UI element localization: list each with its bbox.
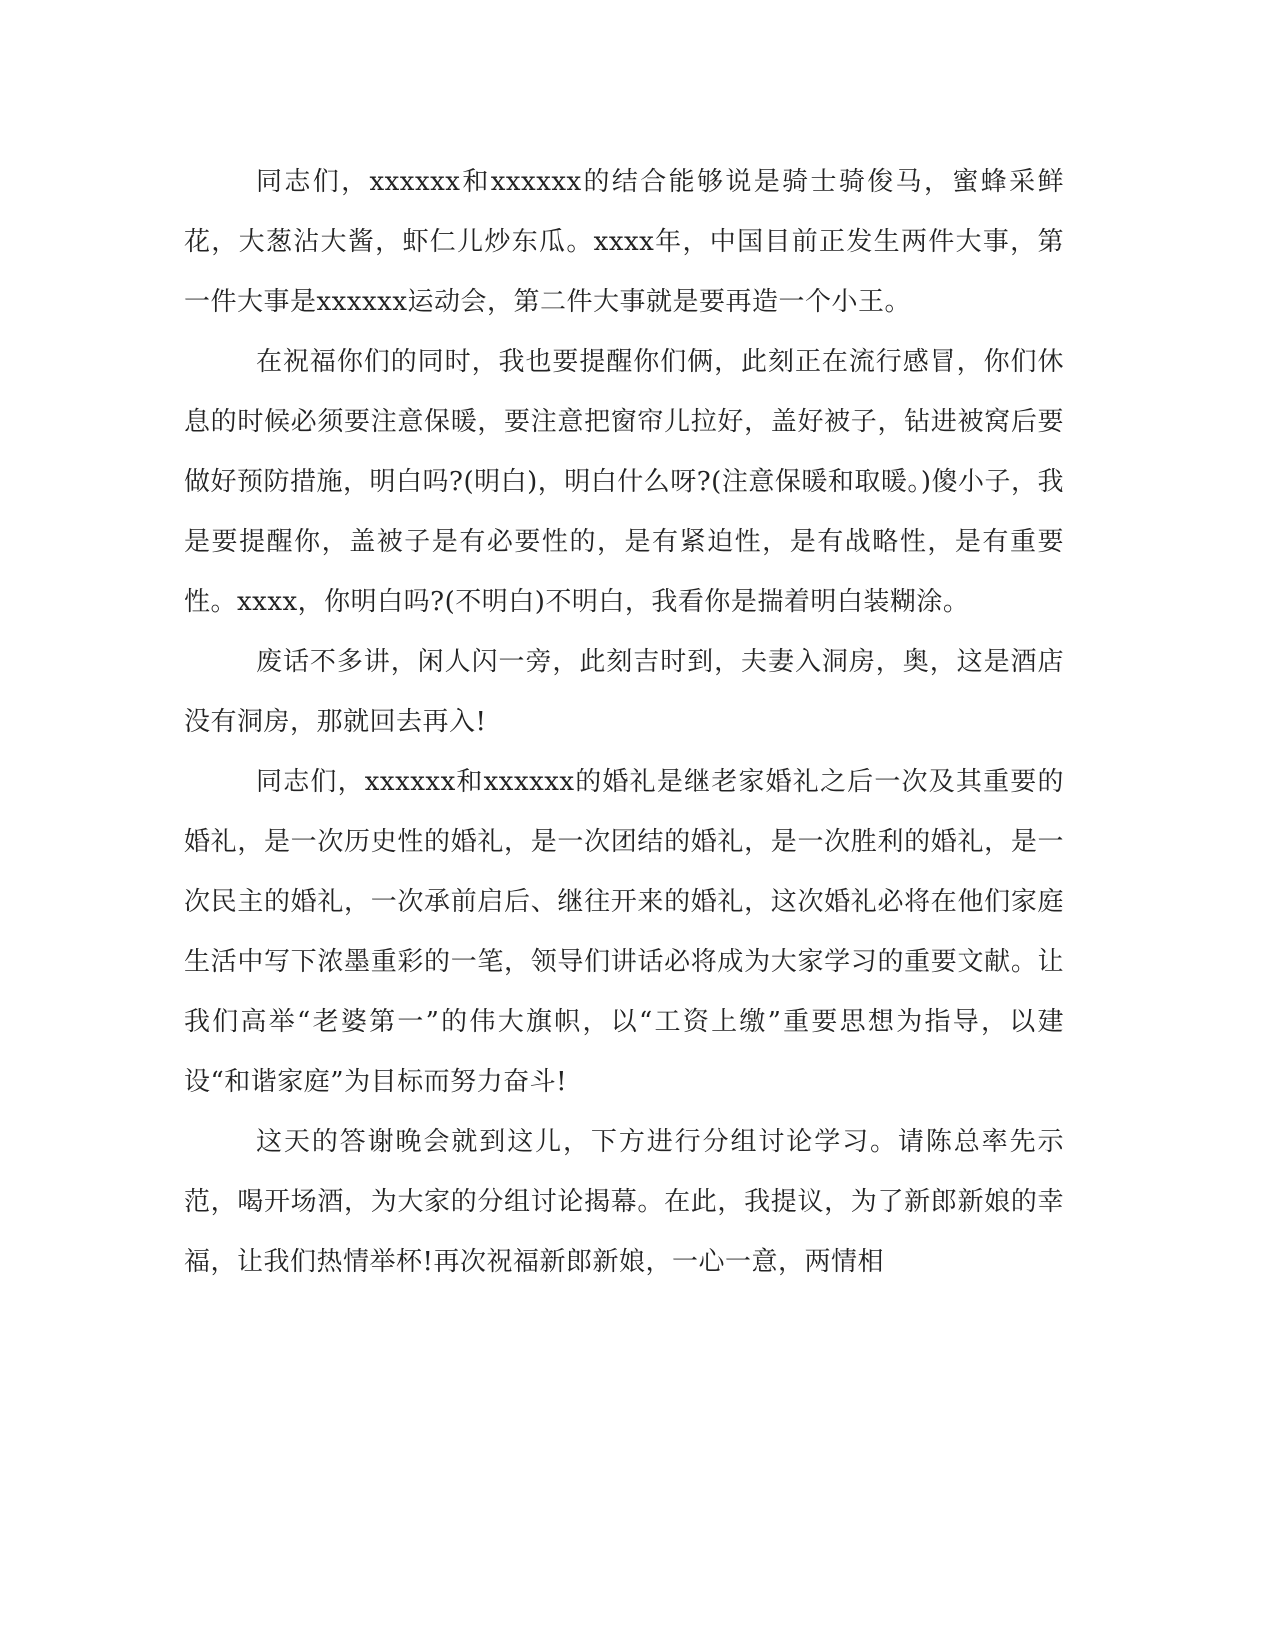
paragraph-2: 在祝福你们的同时，我也要提醒你们俩，此刻正在流行感冒，你们休息的时候必须要注意保暖，要注意把窗帘儿拉好，盖好被子，钻进被窝后要做好预防措施，明白吗?(明白)，明白什么呀?(注意保暖和取暖。)傻小子，我是要提醒你，盖被子是有必要性的，是有紧迫性，是有战略性，是有重要性。xxxx，你明白吗?(不明白)不明白，我看你是揣着明白装糊涂。: [184, 347, 1064, 617]
paragraph-1: 同志们，xxxxxx和xxxxxx的结合能够说是骑士骑俊马，蜜蜂采鲜花，大葱沾大酱，虾仁儿炒东瓜。xxxx年，中国目前正发生两件大事，第一件大事是xxxxxx运动会，第二件大事就是要再造一个小王。: [184, 167, 1064, 317]
document-body: [184, 152, 1064, 1292]
paragraph-4: 同志们，xxxxxx和xxxxxx的婚礼是继老家婚礼之后一次及其重要的婚礼，是一次历史性的婚礼，是一次团结的婚礼，是一次胜利的婚礼，是一次民主的婚礼，一次承前启后、继往开来的婚礼，这次婚礼必将在他们家庭生活中写下浓墨重彩的一笔，领导们讲话必将成为大家学习的重要文献。让我们高举“老婆第一”的伟大旗帜，以“工资上缴”重要思想为指导，以建设“和谐家庭”为目标而努力奋斗!: [184, 767, 1064, 1097]
paragraph-5: 这天的答谢晚会就到这儿，下方进行分组讨论学习。请陈总率先示范，喝开场酒，为大家的分组讨论揭幕。在此，我提议，为了新郎新娘的幸福，让我们热情举杯!再次祝福新郎新娘，一心一意，两情相: [184, 1127, 1064, 1277]
paragraph-3: 废话不多讲，闲人闪一旁，此刻吉时到，夫妻入洞房，奥，这是酒店没有洞房，那就回去再入!: [184, 647, 1064, 737]
